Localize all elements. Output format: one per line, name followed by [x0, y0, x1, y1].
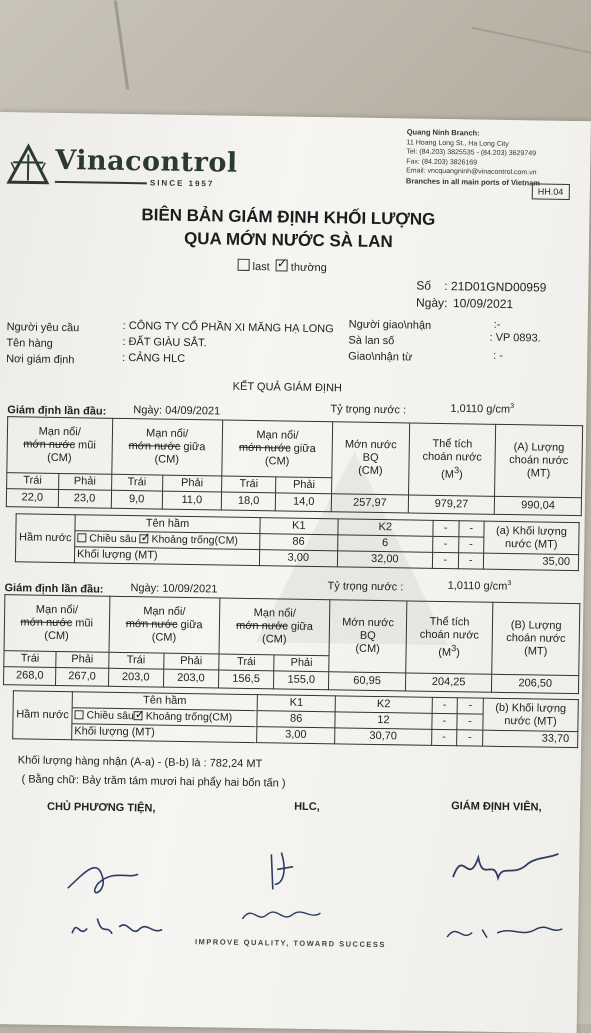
k1-header: K1: [260, 518, 338, 535]
sum-label: (a) Khối lượng nước (MT): [484, 521, 579, 554]
brand-since: SINCE 1957: [150, 178, 215, 188]
checkbox-depth[interactable]: [77, 533, 86, 542]
k2-mass: 32,00: [337, 551, 433, 568]
sum-value: 33,70: [483, 730, 578, 747]
header-cell: Mạn nổi/ mớn nước giữa (CM): [111, 418, 222, 476]
value-cell: 204,25: [405, 673, 492, 692]
k1-header: K1: [257, 695, 335, 712]
dash-cell: -: [457, 698, 483, 714]
col-trai: Trái: [7, 473, 59, 490]
mass-label: Khối lượng (MT): [72, 724, 257, 743]
value-cell: 9,0: [111, 490, 163, 509]
k2-depth: 12: [335, 712, 432, 730]
signature-owner-heading: CHỦ PHƯƠNG TIỆN,: [47, 801, 156, 815]
dash-cell: -: [458, 521, 484, 537]
from-label: Giao\nhận từ: [348, 351, 412, 364]
k2-mass: 30,70: [335, 728, 432, 746]
from-value: : -: [493, 350, 503, 362]
requester-value: : CÔNG TY CỔ PHẦN XI MĂNG HẠ LONG: [123, 320, 334, 335]
value-cell: 203,0: [108, 668, 163, 687]
doc-title-line2: QUA MỚN NƯỚC SÀ LAN: [184, 229, 393, 252]
value-cell: 155,0: [274, 671, 329, 690]
value-cell: 14,0: [276, 493, 332, 512]
tank-label: Hầm nước: [13, 691, 73, 740]
col-phai: Phải: [56, 651, 109, 668]
summary-line2: ( Bằng chữ: Bảy trăm tám mươi hai phẩy hai bốn tấn ): [21, 773, 285, 789]
form-code: HH.04: [532, 183, 570, 200]
inspection2-density-value: 1,0110 g/cm: [448, 580, 508, 593]
sum-value: 35,00: [483, 553, 578, 570]
col-trai: Trái: [221, 476, 276, 493]
inspection1-draft-table: [6, 416, 583, 516]
k1-depth: 86: [260, 534, 338, 551]
inspection1-density: 1,0110 $g/cm^3$: [450, 402, 514, 416]
inspection2-date: Ngày: 10/09/2021: [130, 582, 217, 595]
col-phai: Phải: [162, 475, 221, 492]
option-regular-label: thường: [291, 262, 327, 275]
ngay-value: 10/09/2021: [453, 296, 513, 311]
checkbox-last[interactable]: [238, 259, 250, 271]
inspection1-tank-table: [15, 513, 580, 571]
k2-header: K2: [337, 519, 433, 536]
header-cell: Thể tích choán nước $(M^3)$: [405, 601, 493, 674]
k1-mass: 3,00: [257, 727, 335, 744]
dash-cell: -: [432, 552, 458, 568]
header-cell: Mạn nổi/ mớn nước giữa (CM): [109, 596, 220, 654]
inspection1-date: Ngày: 04/09/2021: [133, 404, 220, 417]
value-cell: 11,0: [162, 491, 221, 510]
place-label: Nơi giám định: [6, 353, 75, 366]
deliverer-label: Người giao\nhận: [349, 319, 432, 332]
col-phai: Phải: [58, 473, 111, 490]
dash-cell: -: [433, 536, 459, 552]
result-heading: KẾT QUẢ GIÁM ĐỊNH: [233, 381, 342, 395]
value-cell: 60,95: [329, 672, 406, 691]
dash-cell: -: [432, 697, 458, 713]
ngay-label: Ngày:: [416, 296, 448, 310]
header-cell: Thể tích choán nước $(M^3)$: [408, 423, 496, 496]
value-cell: 267,0: [56, 667, 109, 686]
barge-value: : VP 0893.: [489, 332, 540, 345]
checkbox-depth[interactable]: [74, 710, 83, 719]
branch-tagline: Branches in all main ports of Vietnam: [406, 176, 540, 187]
footer-tagline: IMPROVE QUALITY, TOWARD SUCCESS: [195, 937, 386, 949]
inspection2-density: 1,0110 $g/cm^3$: [448, 579, 512, 593]
depth-gap-cell: Chiều sâu✓ Khoảng trống(CM): [72, 708, 257, 727]
inspection2-label: Giám định lần đầu:: [4, 582, 103, 596]
value-cell: 23,0: [58, 489, 111, 508]
branch-fax: Fax: (84.203) 3826169: [406, 158, 477, 166]
value-cell: 979,27: [408, 495, 495, 514]
dash-cell: -: [458, 537, 484, 553]
checkbox-gap[interactable]: [139, 534, 148, 543]
checkbox-gap[interactable]: [134, 711, 143, 720]
k2-depth: 6: [337, 535, 433, 552]
inspection2-density-label: Tỷ trọng nước :: [327, 580, 403, 593]
col-trai: Trái: [4, 651, 56, 668]
col-phai: Phải: [276, 477, 332, 494]
owner-signature: [57, 848, 189, 950]
k1-depth: 86: [257, 711, 335, 728]
barge-label: Sà lan số: [348, 335, 394, 348]
col-trai: Trái: [108, 652, 163, 669]
dash-cell: -: [457, 714, 483, 730]
option-row: [238, 259, 327, 274]
place-value: : CẢNG HLC: [122, 352, 185, 365]
branch-address: 11 Hoang Long St., Ha Long City: [407, 139, 509, 148]
dash-cell: -: [457, 730, 483, 746]
inspection1-density-label: Tỷ trọng nước :: [330, 403, 406, 416]
col-trai: Trái: [111, 474, 163, 491]
requester-label: Người yêu cầu: [7, 321, 80, 334]
branch-info: [406, 127, 541, 188]
k1-mass: 3,00: [259, 550, 337, 567]
inspection2-tank-table: [12, 690, 579, 748]
inspection2-draft-table: [3, 594, 580, 694]
header-cell: Mớn nước BQ (CM): [329, 600, 407, 673]
value-cell: 203,0: [163, 669, 218, 688]
value-cell: 206,50: [492, 674, 579, 693]
header-cell: (A) Lượng choán nước (MT): [495, 424, 583, 497]
k2-header: K2: [335, 696, 432, 714]
dash-cell: -: [458, 553, 484, 569]
value-cell: 18,0: [221, 492, 276, 511]
branch-email: Email: vncquangninh@vinacontrol.com.vn: [406, 167, 537, 176]
inspection1-label: Giám định lần đầu:: [7, 404, 106, 418]
signature-inspector-heading: GIÁM ĐỊNH VIÊN,: [451, 800, 542, 813]
branch-name: Quang Ninh Branch:: [407, 127, 480, 137]
document-sheet: [0, 112, 591, 1033]
goods-label: Tên hàng: [6, 337, 53, 350]
tank-header: Tên hầm: [72, 692, 257, 711]
summary-label: Khối lượng hàng nhận (A-a) - (B-b) là :: [18, 754, 207, 769]
header-cell: Mạn nổi/ mớn nước giữa (CM): [219, 598, 330, 656]
scale-logo-icon: [5, 142, 52, 187]
goods-value: : ĐẤT GIÀU SẮT.: [122, 336, 206, 349]
header-cell: Mạn nổi/ mớn nước giữa (CM): [222, 420, 333, 478]
signature-hlc-heading: HLC,: [294, 801, 320, 813]
inspection1-density-value: 1,0110 g/cm: [450, 403, 510, 416]
depth-gap-cell: Chiều sâu ✓ Khoảng trống(CM): [75, 531, 260, 550]
brand-name: Vinacontrol: [55, 145, 238, 179]
value-cell: 22,0: [6, 489, 58, 508]
so-label: Số: [416, 279, 431, 293]
branch-tel: Tel: (84.203) 3825535 - (84.203) 3629749: [406, 148, 536, 157]
value-cell: 268,0: [4, 667, 57, 686]
dash-cell: -: [431, 729, 457, 745]
col-phai: Phải: [274, 655, 329, 672]
header-cell: Mạn nổi/ mớn nước mũi (CM): [7, 417, 112, 475]
vinacontrol-logo: [5, 142, 236, 190]
summary-value: 782,24 MT: [210, 757, 263, 770]
col-phai: Phải: [163, 653, 218, 670]
summary-line1: [18, 754, 263, 770]
brand-underline: [55, 181, 147, 184]
inspector-signature: [442, 837, 569, 959]
col-trai: Trái: [219, 654, 274, 671]
header-cell: (B) Lượng choán nước (MT): [492, 602, 580, 675]
deliverer-value: :-: [494, 319, 501, 331]
hlc-signature: [232, 844, 343, 936]
dash-cell: -: [431, 713, 457, 729]
tank-header: Tên hầm: [75, 515, 260, 534]
value-cell: 257,97: [332, 494, 409, 513]
header-cell: Mớn nước BQ (CM): [332, 422, 410, 495]
mass-label: Khối lượng (MT): [74, 547, 259, 566]
tank-label: Hầm nước: [15, 514, 75, 563]
option-last-label: last: [253, 261, 270, 273]
header-cell: Mạn nổi/ mớn nước mũi (CM): [4, 595, 109, 653]
value-cell: 990,04: [495, 496, 582, 515]
dash-cell: -: [433, 520, 459, 536]
so-value: : 21D01GND00959: [444, 279, 546, 295]
checkbox-regular[interactable]: [276, 259, 288, 271]
doc-title-line1: BIÊN BẢN GIÁM ĐỊNH KHỐI LƯỢNG: [141, 205, 435, 230]
sum-label: (b) Khối lượng nước (MT): [483, 698, 578, 731]
value-cell: 156,5: [218, 670, 273, 689]
